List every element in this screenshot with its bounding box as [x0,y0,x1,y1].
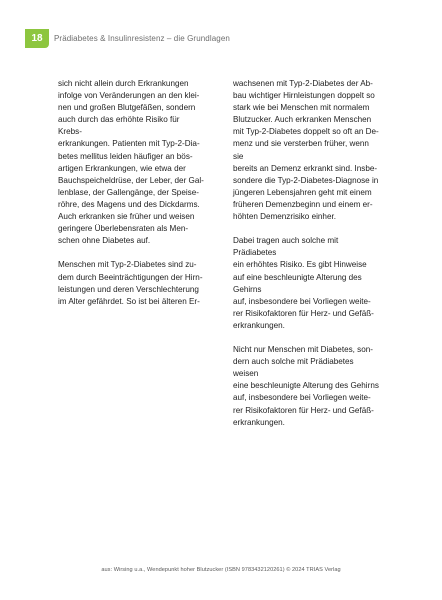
text-line: bau wichtiger Hirnleistungen doppelt so [233,91,375,101]
text-line: betes mellitus leiden häufiger an bös- [58,151,193,161]
text-column-left [58,78,204,320]
text-line: im Alter gefährdet. So ist bei älteren Er- [58,296,200,306]
text-line: Dabei tragen auch solche mit Prädiabetes [233,236,339,258]
text-line: erkrankungen. [233,417,285,427]
text-line: rer Risikofaktoren für Herz- und Gefäß- [233,308,374,318]
text-line: lenblase, der Gallengänge, der Speise- [58,187,199,197]
text-line: auf, insbesondere bei Vorliegen weite- [233,393,371,403]
text-line: wachsenen mit Typ-2-Diabetes der Ab- [233,79,373,88]
paragraph-dementia-risk [233,78,379,223]
text-line: infolge von Veränderungen an den klei- [58,91,200,101]
text-line: leistungen und deren Verschlechterung [58,284,199,294]
paragraph-cancer-risk [58,78,204,247]
text-line: schen ohne Diabetes auf. [58,236,151,246]
text-line: röhre, des Magens und des Dickdarms. [58,199,200,209]
text-line: erkrankungen. Patienten mit Typ-2-Dia- [58,139,200,149]
text-line: ein erhöhtes Risiko. Es gibt Hinweise [233,260,367,270]
text-line: eine beschleunigte Alterung des Gehirns [233,381,379,391]
text-line: Menschen mit Typ-2-Diabetes sind zu- [58,260,197,270]
text-line: geringere Überlebensraten als Men- [58,224,189,234]
text-line: nen und großen Blutgefäßen, sondern [58,103,196,113]
text-line: mit Typ-2-Diabetes doppelt so oft an De- [233,127,379,137]
text-line: sich nicht allein durch Erkrankungen [58,79,189,88]
paragraph-prediabetes-brain [233,235,379,332]
text-line: bereits an Demenz erkrankt sind. Insbe- [233,163,378,173]
text-line: Blutzucker. Auch erkranken Menschen [233,115,372,125]
text-line: höhten Demenzrisiko einher. [233,212,336,222]
text-line: dem durch Beeinträchtigungen der Hirn- [58,272,203,282]
text-line: Auch erkranken sie früher und weisen [58,212,195,222]
paragraph-brain-function [58,259,204,307]
text-line: auf, insbesondere bei Vorliegen weite- [233,296,371,306]
text-line: Bauchspeicheldrüse, der Leber, der Gal- [58,175,204,185]
text-column-right [233,78,379,441]
text-line: sondere die Typ-2-Diabetes-Diagnose in [233,175,379,185]
text-line: Nicht nur Menschen mit Diabetes, son- [233,345,373,355]
page-header [0,29,442,48]
paragraph-accelerated-aging [233,344,379,429]
page-number-badge: 18 [25,29,49,48]
text-line: jüngeren Lebensjahren geht mit einem [233,187,372,197]
text-line: auf eine beschleunigte Alterung des Gehirns [233,272,362,294]
text-line: auch durch das erhöhte Risiko für Krebs- [58,115,180,137]
text-line: dern auch solche mit Prädiabetes weisen [233,357,354,379]
text-line: artigen Erkrankungen, wie etwa der [58,163,186,173]
text-line: erkrankungen. [233,320,285,330]
text-line: stark wie bei Menschen mit normalem [233,103,370,113]
running-title: Prädiabetes & Insulinresistenz – die Grundlagen [54,34,230,43]
text-line: menz und sie versterben früher, wenn sie [233,139,369,161]
text-line: früheren Demenzbeginn und einem er- [233,199,373,209]
copyright-footer: aus: Wirsing u.a., Wendepunkt hoher Blutzucker (ISBN 9783432120261) © 2024 TRIAS Verlag [101,567,341,573]
text-line: rer Risikofaktoren für Herz- und Gefäß- [233,405,374,415]
